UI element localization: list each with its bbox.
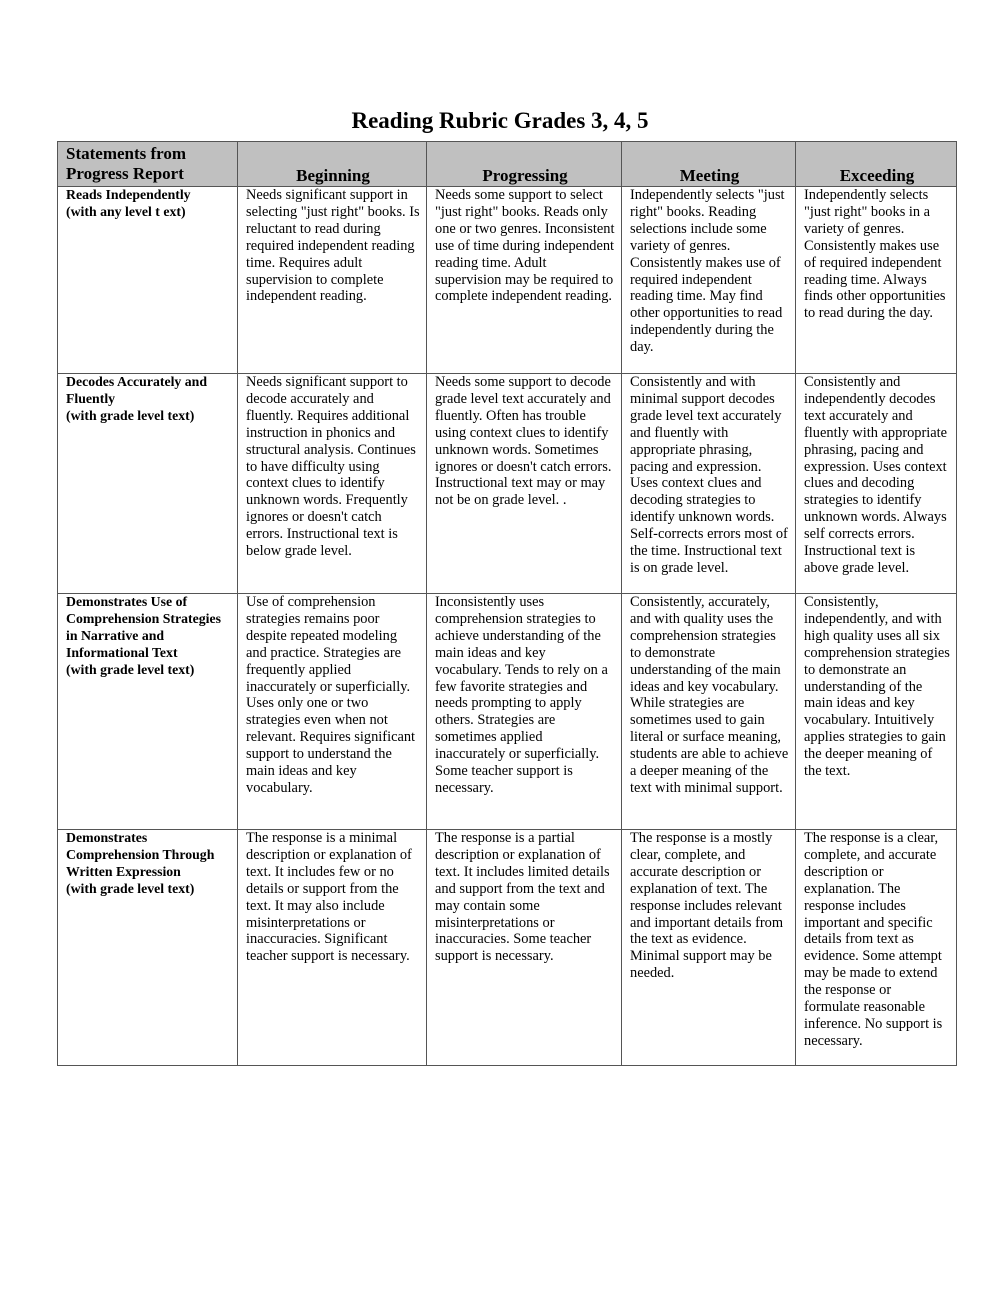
progressing-cell: The response is a partial description or explanation of text. It includes limited details and support from the text and may contain some misinterpretations or inaccuracies. Some teacher support is necessary. xyxy=(427,830,622,1066)
statement-title: Reads Independently xyxy=(66,187,191,202)
statement-title: Demonstrates Use of Comprehension Strategies in Narrative and Informational Text xyxy=(66,594,221,660)
statement-subtitle: (with any level t ext) xyxy=(66,203,186,219)
header-meeting: Meeting xyxy=(622,142,796,187)
statement-cell xyxy=(58,374,238,594)
statement-title: Decodes Accurately and Fluently xyxy=(66,374,208,406)
statement-cell xyxy=(58,187,238,374)
meeting-cell: The response is a mostly clear, complete, and accurate description or explanation of text. The response includes relevant and important details from the text as evidence. Minimal support may be needed. xyxy=(622,830,796,1066)
statement-title: Demonstrates Comprehension Through Written Expression xyxy=(66,830,215,879)
exceeding-cell: Independently selects "just right" books in a variety of genres. Consistently makes use of required independent reading time. Always finds other opportunities to read during the day. xyxy=(796,187,957,374)
meeting-cell: Consistently, accurately, and with quality uses the comprehension strategies to demonstrate understanding of the main ideas and key vocabulary. While strategies are sometimes used to gain literal or surface meaning, students are able to achieve a deeper meaning of the text with minimal support. xyxy=(622,594,796,830)
beginning-cell: The response is a minimal description or explanation of text. It includes few or no details or support from the text. It may also include misinterpretations or inaccuracies. Significant teacher support is necessary. xyxy=(238,830,427,1066)
table-row xyxy=(58,830,957,1066)
header-statement: Statements from Progress Report xyxy=(58,142,238,187)
statement-cell xyxy=(58,594,238,830)
statement-subtitle: (with grade level text) xyxy=(66,880,195,896)
beginning-cell: Needs significant support to decode accurately and fluently. Requires additional instruction in phonics and structural analysis. Continues to have difficulty using context clues to identify unknown words. Frequently ignores or doesn't catch errors. Instructional text is below grade level. xyxy=(238,374,427,594)
statement-cell xyxy=(58,830,238,1066)
statement-subtitle: (with grade level text) xyxy=(66,661,195,677)
exceeding-cell: The response is a clear, complete, and accurate description or explanation. The response includes important and specific details from text as evidence. Some attempt may be made to extend the response or formulate reasonable inference. No support is necessary. xyxy=(796,830,957,1066)
table-row xyxy=(58,187,957,374)
header-row xyxy=(58,142,957,187)
table-row xyxy=(58,374,957,594)
page-title: Reading Rubric Grades 3, 4, 5 xyxy=(351,108,649,133)
exceeding-cell: Consistently, independently, and with high quality uses all six comprehension strategies to demonstrate an understanding of the main ideas and key vocabulary. Intuitively applies strategies to gain the deeper meaning of the text. xyxy=(796,594,957,830)
header-progressing: Progressing xyxy=(427,142,622,187)
beginning-cell: Use of comprehension strategies remains poor despite repeated modeling and practice. Strategies are frequently applied inaccurately or superficially. Uses only one or two strategies even when not relevant. Requires significant support to understand the main ideas and key vocabulary. xyxy=(238,594,427,830)
meeting-cell: Consistently and with minimal support decodes grade level text accurately and fluently with appropriate phrasing, pacing and expression. Uses context clues and decoding strategies to identify unknown words. Self-corrects errors most of the time. Instructional text is on grade level. xyxy=(622,374,796,594)
rubric-table xyxy=(57,141,957,1066)
meeting-cell: Independently selects "just right" books. Reading selections include some variety of genres. Consistently makes use of required independent reading time. May find other opportunities to read independently during the day. xyxy=(622,187,796,374)
header-exceeding: Exceeding xyxy=(796,142,957,187)
header-beginning: Beginning xyxy=(238,142,427,187)
progressing-cell: Inconsistently uses comprehension strategies to achieve understanding of the main ideas and key vocabulary. Tends to rely on a few favorite strategies and needs prompting to apply others. Strategies are sometimes applied inaccurately or superficially. Some teacher support is necessary. xyxy=(427,594,622,830)
exceeding-cell: Consistently and independently decodes text accurately and fluently with appropriate phrasing, pacing and expression. Uses context clues and decoding strategies to identify unknown words. Always self corrects errors. Instructional text is above grade level. xyxy=(796,374,957,594)
table-row xyxy=(58,594,957,830)
progressing-cell: Needs some support to decode grade level text accurately and fluently. Often has trouble using context clues to identify unknown words. Sometimes ignores or doesn't catch errors. Instructional text may or may not be on grade level. . xyxy=(427,374,622,594)
progressing-cell: Needs some support to select "just right" books. Reads only one or two genres. Inconsistent use of time during independent reading time. Adult supervision may be required to complete independent reading. xyxy=(427,187,622,374)
beginning-cell: Needs significant support in selecting "just right" books. Is reluctant to read during required independent reading time. Requires adult supervision to complete independent reading. xyxy=(238,187,427,374)
statement-subtitle: (with grade level text) xyxy=(66,407,195,423)
